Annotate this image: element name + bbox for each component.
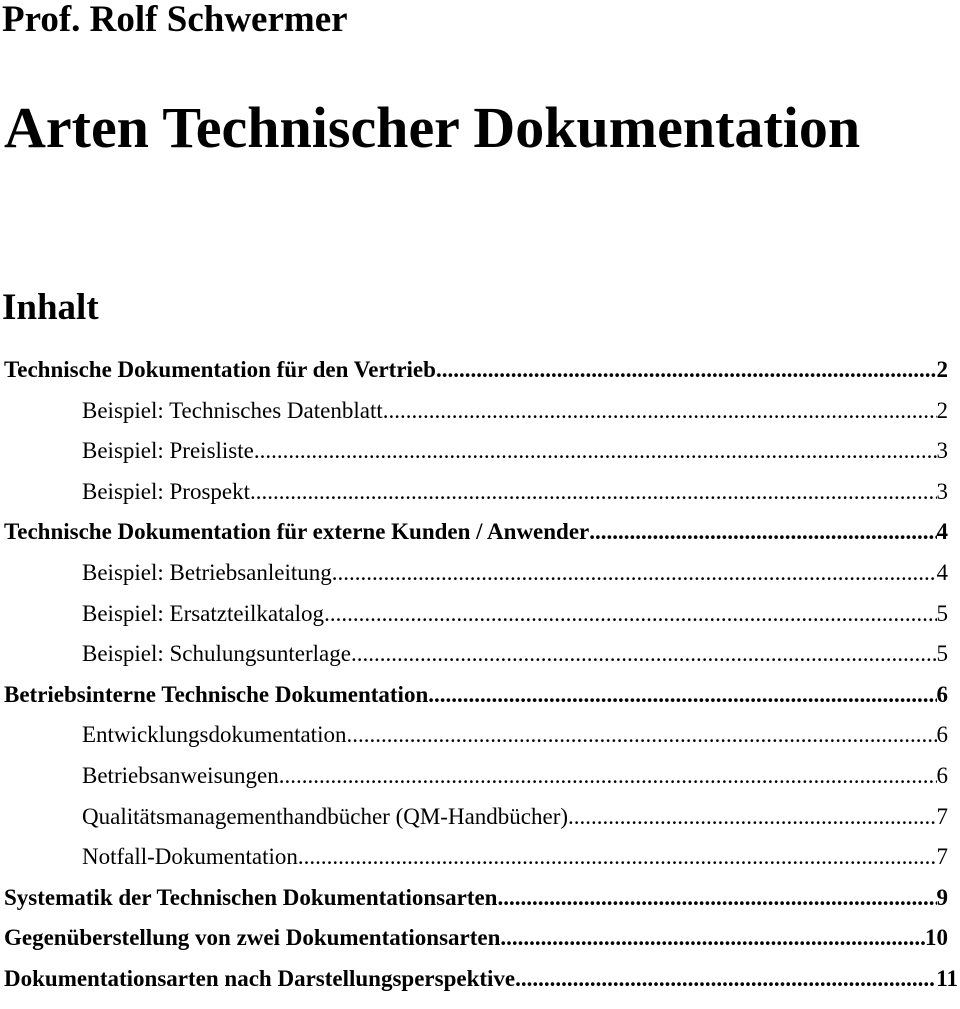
toc-dot-leader [589,512,936,553]
toc-dot-leader [346,715,936,756]
toc-entry-label: Beispiel: Prospekt [82,478,251,504]
toc-heading: Inhalt [2,287,99,328]
toc-entry-page: 7 [936,844,948,870]
toc-entry-page: 6 [936,681,948,707]
toc-dot-leader [568,797,936,838]
toc-entry-label: Beispiel: Ersatzteilkatalog [82,600,325,626]
toc-dot-leader [332,553,937,594]
toc-entry[interactable] [0,797,960,838]
toc-entry[interactable] [0,918,960,959]
toc-entry-page: 9 [936,884,948,910]
toc-entry-label: Qualitätsmanagementhandbücher (QM-Handbücher) [82,803,569,829]
toc-dot-leader [279,756,937,797]
toc-entry-page: 4 [936,519,948,545]
toc-entry-page: 10 [925,925,948,951]
toc-dot-leader [254,431,937,472]
toc-entry-page: 2 [936,397,948,423]
toc-entry-page: 3 [936,438,948,464]
toc-entry-label: Betriebsinterne Technische Dokumentation [4,681,429,707]
author-name: Prof. Rolf Schwermer [2,0,348,40]
toc-entry-label: Beispiel: Betriebsanleitung [82,559,332,585]
toc-entry[interactable] [0,634,960,675]
toc-entry[interactable] [0,472,960,513]
toc-entry[interactable] [0,878,960,919]
toc-entry-page: 6 [936,722,948,748]
toc-dot-leader [428,675,936,716]
toc-entry-page: 3 [936,478,948,504]
table-of-contents [0,350,960,1000]
toc-dot-leader [515,959,936,1000]
toc-entry-page: 5 [936,641,948,667]
toc-entry-label: Notfall-Dokumentation [82,844,298,870]
toc-entry-label: Dokumentationsarten nach Darstellungsperspektive [4,965,516,991]
toc-dot-leader [383,391,937,432]
toc-entry[interactable] [0,431,960,472]
toc-entry-page: 5 [936,600,948,626]
toc-dot-leader [351,634,937,675]
toc-dot-leader [436,350,937,391]
toc-entry[interactable] [0,675,960,716]
toc-entry[interactable] [0,391,960,432]
toc-entry-label: Systematik der Technischen Dokumentationsarten [4,884,498,910]
toc-entry[interactable] [0,837,960,878]
toc-entry-label: Betriebsanweisungen [82,762,279,788]
toc-entry[interactable] [0,959,960,1000]
toc-entry-page: 11 [936,965,958,991]
toc-dot-leader [298,837,937,878]
toc-entry-label: Entwicklungsdokumentation [82,722,347,748]
toc-entry-label: Gegenüberstellung von zwei Dokumentationsarten [4,925,501,951]
toc-entry[interactable] [0,553,960,594]
toc-entry-page: 7 [936,803,948,829]
toc-dot-leader [324,594,936,635]
document-title: Arten Technischer Dokumentation [4,95,861,160]
toc-entry[interactable] [0,594,960,635]
toc-entry-page: 2 [936,357,948,382]
toc-entry-label: Beispiel: Technisches Datenblatt [82,397,383,423]
toc-dot-leader [497,878,936,919]
toc-dot-leader [250,472,936,513]
toc-entry-page: 4 [936,559,948,585]
toc-entry-page: 6 [936,762,948,788]
toc-entry-label: Technische Dokumentation für den Vertrieb [4,357,436,382]
toc-entry-label: Beispiel: Preisliste [82,438,254,464]
toc-entry[interactable] [0,715,960,756]
toc-entry[interactable] [0,512,960,553]
toc-entry-label: Beispiel: Schulungsunterlage [82,641,351,667]
toc-entry[interactable] [0,756,960,797]
toc-entry[interactable] [0,350,960,391]
toc-entry-label: Technische Dokumentation für externe Kunden / Anwender [4,519,590,545]
toc-dot-leader [500,918,925,959]
